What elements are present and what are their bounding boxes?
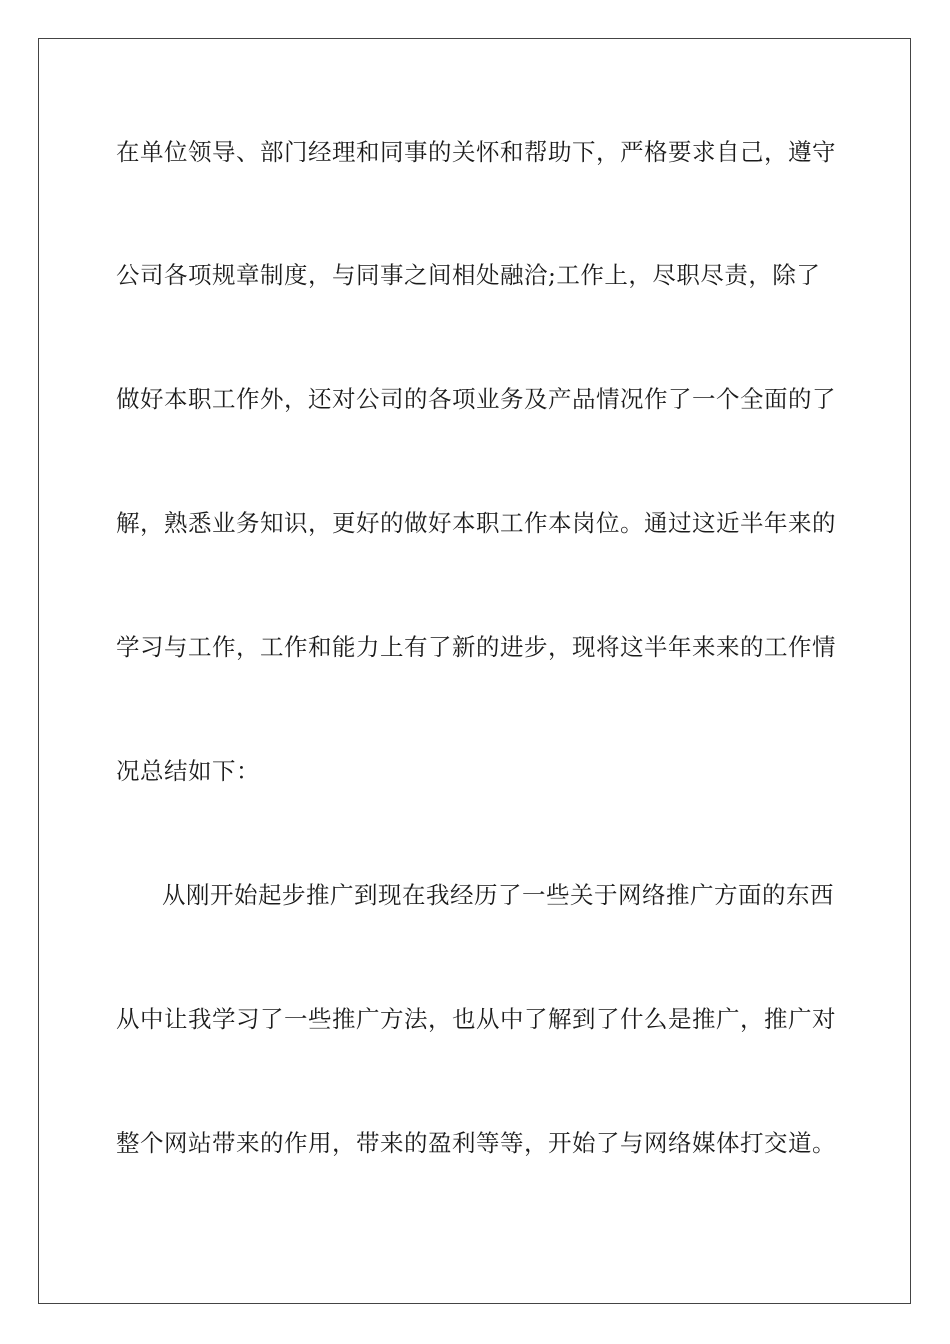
paragraph-line-3: 做好本职工作外，还对公司的各项业务及产品情况作了一个全面的了 bbox=[116, 385, 836, 413]
paragraph-line-1: 在单位领导、部门经理和同事的关怀和帮助下，严格要求自己，遵守 bbox=[116, 138, 836, 166]
paragraph-line-4: 解，熟悉业务知识，更好的做好本职工作本岗位。通过这近半年来的 bbox=[116, 509, 836, 537]
page-border bbox=[38, 38, 911, 1304]
paragraph-line-2: 公司各项规章制度，与同事之间相处融洽;工作上，尽职尽责，除了 bbox=[116, 261, 821, 289]
paragraph-line-9: 整个网站带来的作用，带来的盈利等等，开始了与网络媒体打交道。 bbox=[116, 1129, 836, 1157]
paragraph-line-6: 况总结如下： bbox=[116, 757, 260, 785]
paragraph-line-5: 学习与工作，工作和能力上有了新的进步，现将这半年来来的工作情 bbox=[116, 633, 836, 661]
paragraph-line-7: 从刚开始起步推广到现在我经历了一些关于网络推广方面的东西 bbox=[162, 881, 834, 909]
paragraph-line-8: 从中让我学习了一些推广方法，也从中了解到了什么是推广，推广对 bbox=[116, 1005, 836, 1033]
